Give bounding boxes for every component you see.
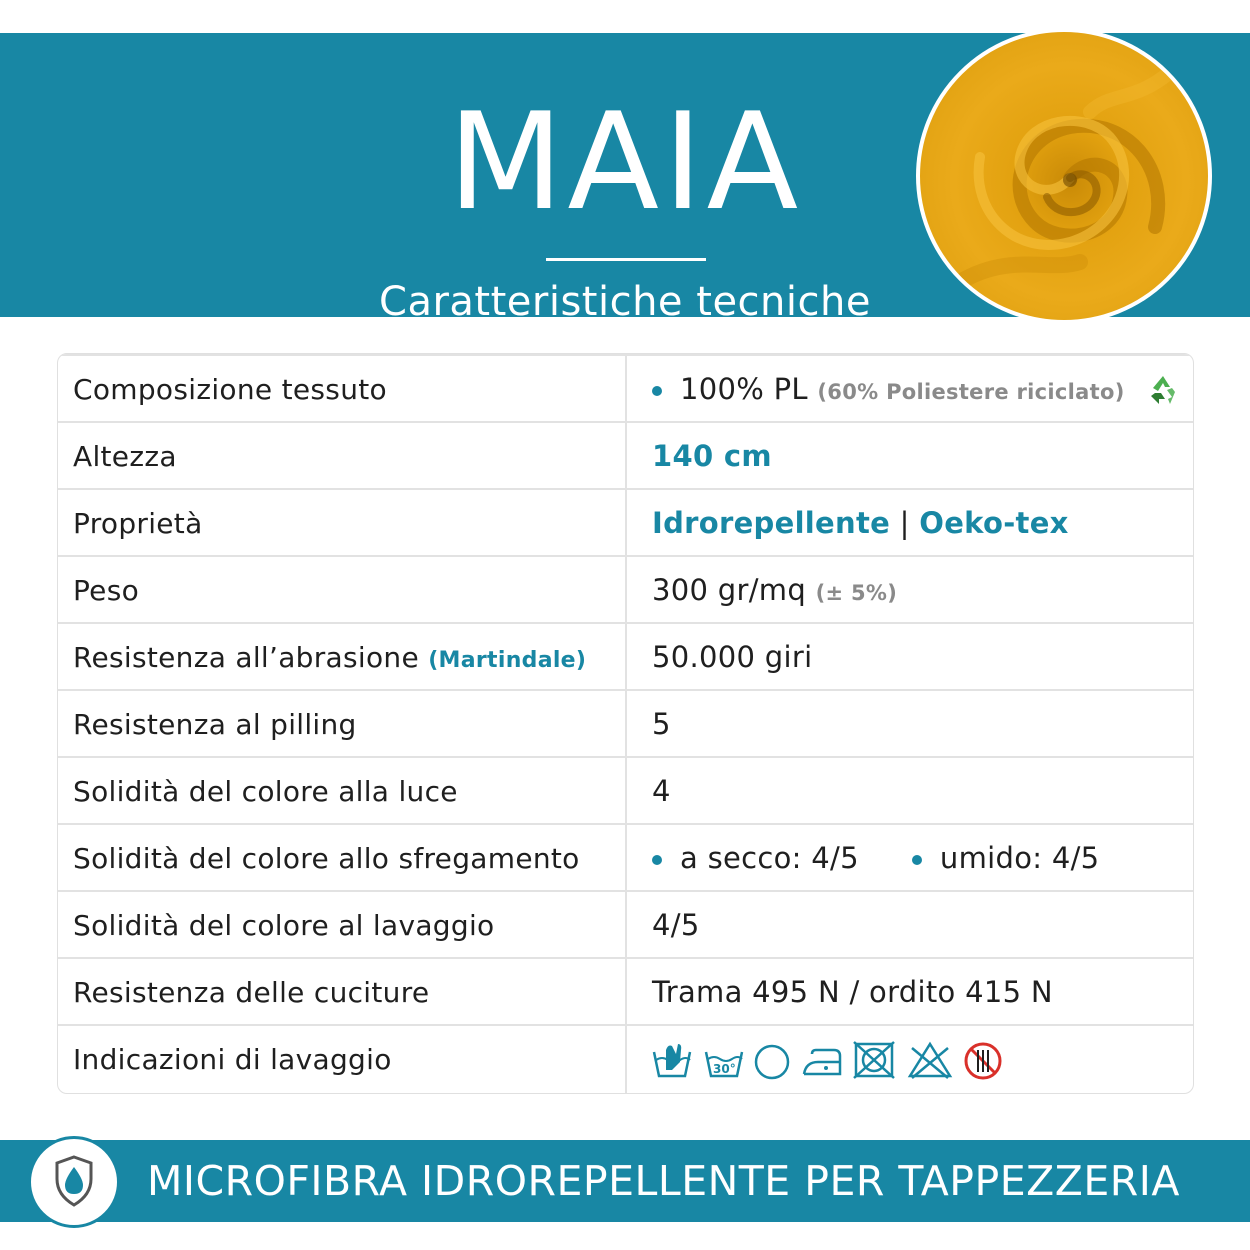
row-value: 4 [652,774,671,808]
table-row-pilling [58,689,1194,756]
table-row-wash-fastness [58,890,1194,957]
row-label: Solidità del colore allo sfregamento [73,842,580,875]
row-label [73,624,586,691]
dry-clean-icon [752,1040,792,1080]
row-value: 50.000 giri [652,640,813,674]
water-shield-icon [31,1139,117,1225]
weight-value: 300 gr/mq [652,573,807,607]
no-steam-icon [962,1040,1004,1080]
iron-icon [800,1040,844,1080]
table-row-seam-strength [58,957,1194,1024]
fabric-swatch-image [916,28,1212,324]
table-row-properties [58,488,1194,555]
table-row-light-fastness [58,756,1194,823]
specs-table [57,353,1194,1094]
property-oeko-tex: Oeko-tex [919,506,1069,540]
row-label: Altezza [73,440,177,473]
property-separator: | [899,506,910,540]
rubbing-wet-value: umido: 4/5 [939,841,1100,875]
table-row-rubbing-fastness [58,823,1194,890]
bullet-dot [912,855,922,865]
row-value: 140 cm [652,439,772,473]
row-value [652,557,897,624]
weight-tolerance: (± 5%) [815,581,898,605]
footer-banner [0,1140,1250,1222]
fabric-swirl-graphic [920,32,1212,324]
bullet-dot [652,855,662,865]
row-label: Peso [73,574,140,607]
abrasion-method-note: (Martindale) [428,648,587,673]
property-water-repellent: Idrorepellente [652,506,891,540]
row-label: Composizione tessuto [73,373,387,406]
rubbing-dry-value: a secco: 4/5 [680,841,859,875]
table-row-weight [58,555,1194,622]
row-label: Resistenza al pilling [73,708,357,741]
recycle-icon [1143,370,1183,414]
title-divider [546,258,706,261]
abrasion-label: Resistenza all’abrasione [73,641,419,674]
row-value [652,356,1125,423]
bullet-dot [652,386,662,396]
row-label: Indicazioni di lavaggio [73,1043,392,1076]
row-value: 4/5 [652,908,700,942]
composition-note: (60% Poliestere riciclato) [817,380,1125,404]
row-label: Solidità del colore alla luce [73,775,458,808]
product-title: MAIA [447,84,803,240]
row-label: Proprietà [73,507,203,540]
row-label: Solidità del colore al lavaggio [73,909,495,942]
table-row-abrasion [58,622,1194,689]
composition-value: 100% PL [680,372,808,406]
table-row-washing [58,1024,1194,1094]
no-bleach-icon [906,1040,954,1080]
row-label: Resistenza delle cuciture [73,976,430,1009]
table-row-composition [58,354,1194,421]
no-tumble-dry-icon [852,1040,896,1080]
water-shield-badge [28,1136,120,1228]
wash-temperature-label: 30° [713,1062,736,1076]
row-value: 5 [652,707,671,741]
table-row-height [58,421,1194,488]
wash-30-icon [702,1040,746,1080]
row-value [652,490,1069,557]
row-value: Trama 495 N / ordito 415 N [652,975,1053,1009]
hand-wash-icon [650,1040,694,1080]
page-subtitle: Caratteristiche tecniche [379,279,871,325]
footer-tagline: MICROFIBRA IDROREPELLENTE PER TAPPEZZERIA [147,1157,1180,1205]
row-value [652,825,1099,892]
